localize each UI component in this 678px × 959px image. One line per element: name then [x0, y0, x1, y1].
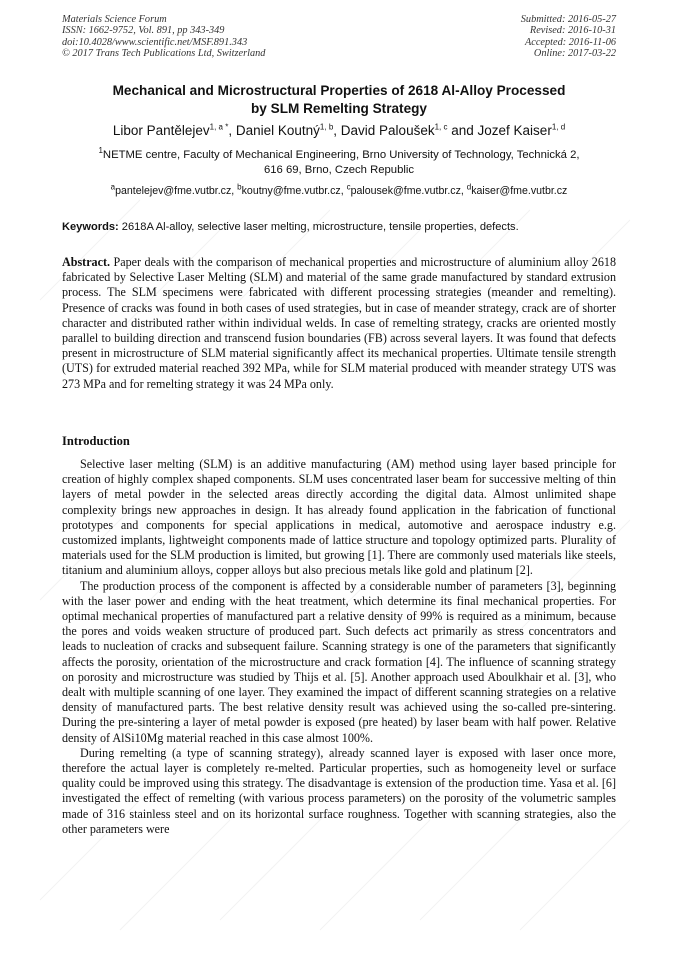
section-heading-introduction: Introduction: [62, 434, 130, 448]
accepted-date: Accepted: 2016-11-06: [524, 36, 616, 48]
email: $^c$palousek@fme.vutbr.cz: [346, 182, 461, 197]
title-line-2: by SLM Remelting Strategy: [251, 100, 427, 116]
paragraph: The production process of the component is affected by a considerable number of parameters [3], beginning with the laser power and ending with the heat treatment, which determine its final mechanical properties. For optimal mechanical properties of manufactured part a relative density of 99% is required as a minimum, because the pores and voids weaken structure of produced part. Such defects act primarily as stress concentrators and leads to nucleation of cracks and subsequent failure. Scanning strategy is one of the parameters that significantly affects the porosity, orientation of the microstructure and crack formation [4]. The influence of scanning strategy on porosity and microstructure was studied by Thijs et al. [5]. Another approach used Aboulkhair et al. [3], who dealt with multiple scanning of one layer. They examined the impact of different scanning strategies on a relative density of manufactured parts. The best relative density result was achieved using the so-called pre-sintering. During the pre-sintering a layer of metal powder is exposed (pre heated) by laser beam with half power. Relative density of AlSi10Mg material reached in this case almost 100%.: [62, 578, 616, 745]
journal-info: [62, 14, 265, 60]
paper-title: [62, 82, 616, 117]
keywords-text: 2618A Al-alloy, selective laser melting, microstructure, tensile properties, defects.: [118, 221, 519, 233]
abstract-label: Abstract.: [62, 255, 111, 269]
introduction-body: [62, 457, 616, 837]
doi: doi:10.4028/www.scientific.net/MSF.891.343: [62, 36, 248, 48]
paragraph: During remelting (a type of scanning strategy), already scanned layer is exposed with laser once more, therefore the actual layer is completely re-melted. Particular properties, such as homogeneity level or surface quality could be improved using this strategy. The disadvantage is extension of the production time. Yasa et al. [6] investigated the effect of remelting (with various process parameters) on the porosity of the volumetric samples made of 316 stainless steel and on its horizontal surface roughness. Together with scanning strategies, also the other parameters were: [62, 745, 616, 836]
author: David Paloušek$^{1, c}$: [340, 122, 448, 138]
submitted-date: Submitted: 2016-05-27: [520, 14, 616, 25]
email: $^b$koutny@fme.vutbr.cz: [237, 182, 341, 197]
issn: ISSN: 1662-9752, Vol. 891, pp 343-349: [62, 25, 225, 37]
title-line-1: Mechanical and Microstructural Properties of 2618 Al-Alloy Processed: [112, 83, 566, 98]
keywords: [62, 220, 616, 234]
revised-date: Revised: 2016-10-31: [529, 25, 616, 37]
author: Daniel Koutný$^{1, b}$: [235, 122, 334, 138]
author: Jozef Kaiser$^{1, d}$: [477, 122, 566, 138]
email: $^a$pantelejev@fme.vutbr.cz: [110, 182, 232, 197]
paragraph: Selective laser melting (SLM) is an additive manufacturing (AM) method using layer based principle for creation of highly complex shaped components. SLM uses concentrated laser beam for successive melting of thin layers of metal powder in the selected areas directly according the digital data. Almost unlimited shape complexity brings new approaches in design. It has already found application in the fabrication of functional prototypes and components for special applications in medical, automotive and aerospace industry e.g. customized implants, lightweight components made of lattice structure and topology optimized parts. Plurality of materials used for the SLM production is limited, but growing [1]. There are commonly used materials like steels, titanium and aluminium alloys, copper alloys but also precious metals like gold and platinum [2].: [62, 457, 616, 578]
author-list: Libor Pantělejev$^{1, a *}$, Daniel Koutný$^{1, b}$, David Paloušek$^{1, c}$ and Jozef Kaiser$^{1, d}$: [112, 122, 566, 138]
abstract: [62, 255, 616, 392]
keywords-label: Keywords:: [62, 221, 119, 233]
copyright: © 2017 Trans Tech Publications Ltd, Switzerland: [62, 48, 266, 60]
email-list: $^a$pantelejev@fme.vutbr.cz, $^b$koutny@fme.vutbr.cz, $^c$palousek@fme.vutbr.cz, $^d$kaiser@fme.vutbr.cz: [110, 182, 568, 197]
author: Libor Pantělejev$^{1, a *}$: [112, 122, 229, 138]
online-date: Online: 2017-03-22: [533, 48, 616, 60]
email: $^d$kaiser@fme.vutbr.cz: [466, 182, 568, 197]
journal-name: Materials Science Forum: [62, 14, 167, 25]
abstract-text: Paper deals with the comparison of mechanical properties and microstructure of aluminium alloy 2618 fabricated by Selective Laser Melting (SLM) and material of the same grade manufactured by standard extrusion process. The SLM specimens were fabricated with different processing strategies (meander and remelting). Presence of cracks was found in both cases of used strategies, but in case of meander strategy, crack are of shorter character and distributed rather within individual welds. In case of remelting strategy, cracks are oriented mostly parallel to building direction and transcend fusion boundaries (FB) across several layers. It was found that defects present in microstructure of SLM material significantly affect its mechanical properties. Ultimate tensile strength (UTS) for extruded material reached 392 MPa, while for SLM material produced with meander strategy UTS was 273 MPa and for remelting strategy it was 24 MPa only.: [62, 255, 616, 391]
affiliation: $^1$NETME centre, Faculty of Mechanical Engineering, Brno University of Technology, Technická 2, 616 69, Brno, Czech Republic: [98, 146, 580, 176]
dates-info: [521, 14, 616, 60]
